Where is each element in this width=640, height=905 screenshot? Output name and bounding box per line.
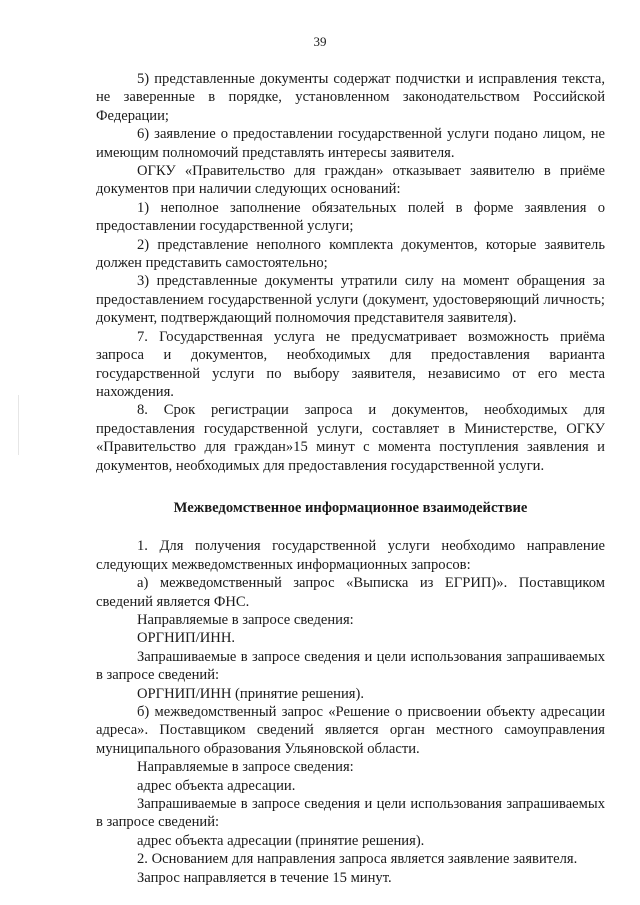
paragraph-requested-data-label-a: Запрашиваемые в запросе сведения и цели использования запрашиваемых в запросе сведений:	[96, 648, 605, 684]
paragraph-interagency-1: 1. Для получения государственной услуги необходимо направление следующих межведомственных информационных запросов:	[96, 538, 605, 573]
paragraph-interagency-2: 2. Основанием для направления запроса является заявление заявителя.	[137, 851, 578, 868]
paragraph-requested-data-value-a: ОРГНИП/ИНН (принятие решения).	[137, 685, 364, 702]
page-number: 39	[313, 34, 327, 49]
margin-mark	[18, 395, 19, 455]
document-body	[96, 70, 605, 887]
paragraph-section-8: 8. Срок регистрации запроса и документов, необходимых для предоставления государственной услуги, составляет в Министерстве, ОГКУ «Правительство для граждан»15 минут с момента поступления заявления и документов, необходимых для предоставления государственной услуги.	[96, 402, 605, 474]
paragraph-sent-data-label-b: Направляемые в запросе сведения:	[137, 759, 354, 776]
paragraph-sent-data-value-a: ОРГНИП/ИНН.	[137, 630, 236, 647]
paragraph-request-timing: Запрос направляется в течение 15 минут.	[137, 869, 392, 886]
paragraph-refusal-3: 3) представленные документы утратили силу на момент обращения за предоставлением государственной услуги (документ, удостоверяющий личность; документ, подтверждающий полномочия представителя заявителя).	[96, 273, 605, 327]
paragraph-item-5: 5) представленные документы содержат подчистки и исправления текста, не заверенные в порядке, установленном законодательством Российской Федерации;	[96, 71, 605, 124]
section-heading: Межведомственное информационное взаимодействие	[173, 499, 528, 516]
paragraph-requested-data-label-b: Запрашиваемые в запросе сведения и цели использования запрашиваемых в запросе сведений:	[96, 796, 605, 831]
paragraph-section-7: 7. Государственная услуга не предусматривает возможность приёма запроса и документов, необходимых для предоставления варианта государственной услуги по выбору заявителя, независимо от его места нахождения.	[96, 328, 605, 400]
paragraph-sent-data-label-a: Направляемые в запросе сведения:	[137, 611, 354, 628]
paragraph-item-6: 6) заявление о предоставлении государственной услуги подано лицом, не имеющим полномочий представлять интересы заявителя.	[96, 126, 605, 161]
paragraph-refusal-2: 2) представление неполного комплекта документов, которые заявитель должен представить самостоятельно;	[96, 236, 605, 272]
paragraph-request-a: а) межведомственный запрос «Выписка из ЕГРИП)». Поставщиком сведений является ФНС.	[96, 575, 605, 610]
paragraph-request-b: б) межведомственный запрос «Решение о присвоении объекту адресации адреса». Поставщиком сведений является орган местного самоуправления муниципального образования Ульяновской области.	[96, 704, 605, 757]
paragraph-sent-data-value-b: адрес объекта адресации.	[137, 777, 296, 794]
paragraph-requested-data-value-b: адрес объекта адресации (принятие решения).	[137, 832, 425, 849]
paragraph-refusal-1: 1) неполное заполнение обязательных полей в форме заявления о предоставлении государственной услуги;	[96, 199, 605, 235]
paragraph-refusal-intro: ОГКУ «Правительство для граждан» отказывает заявителю в приёме документов при наличии следующих оснований:	[96, 163, 605, 198]
